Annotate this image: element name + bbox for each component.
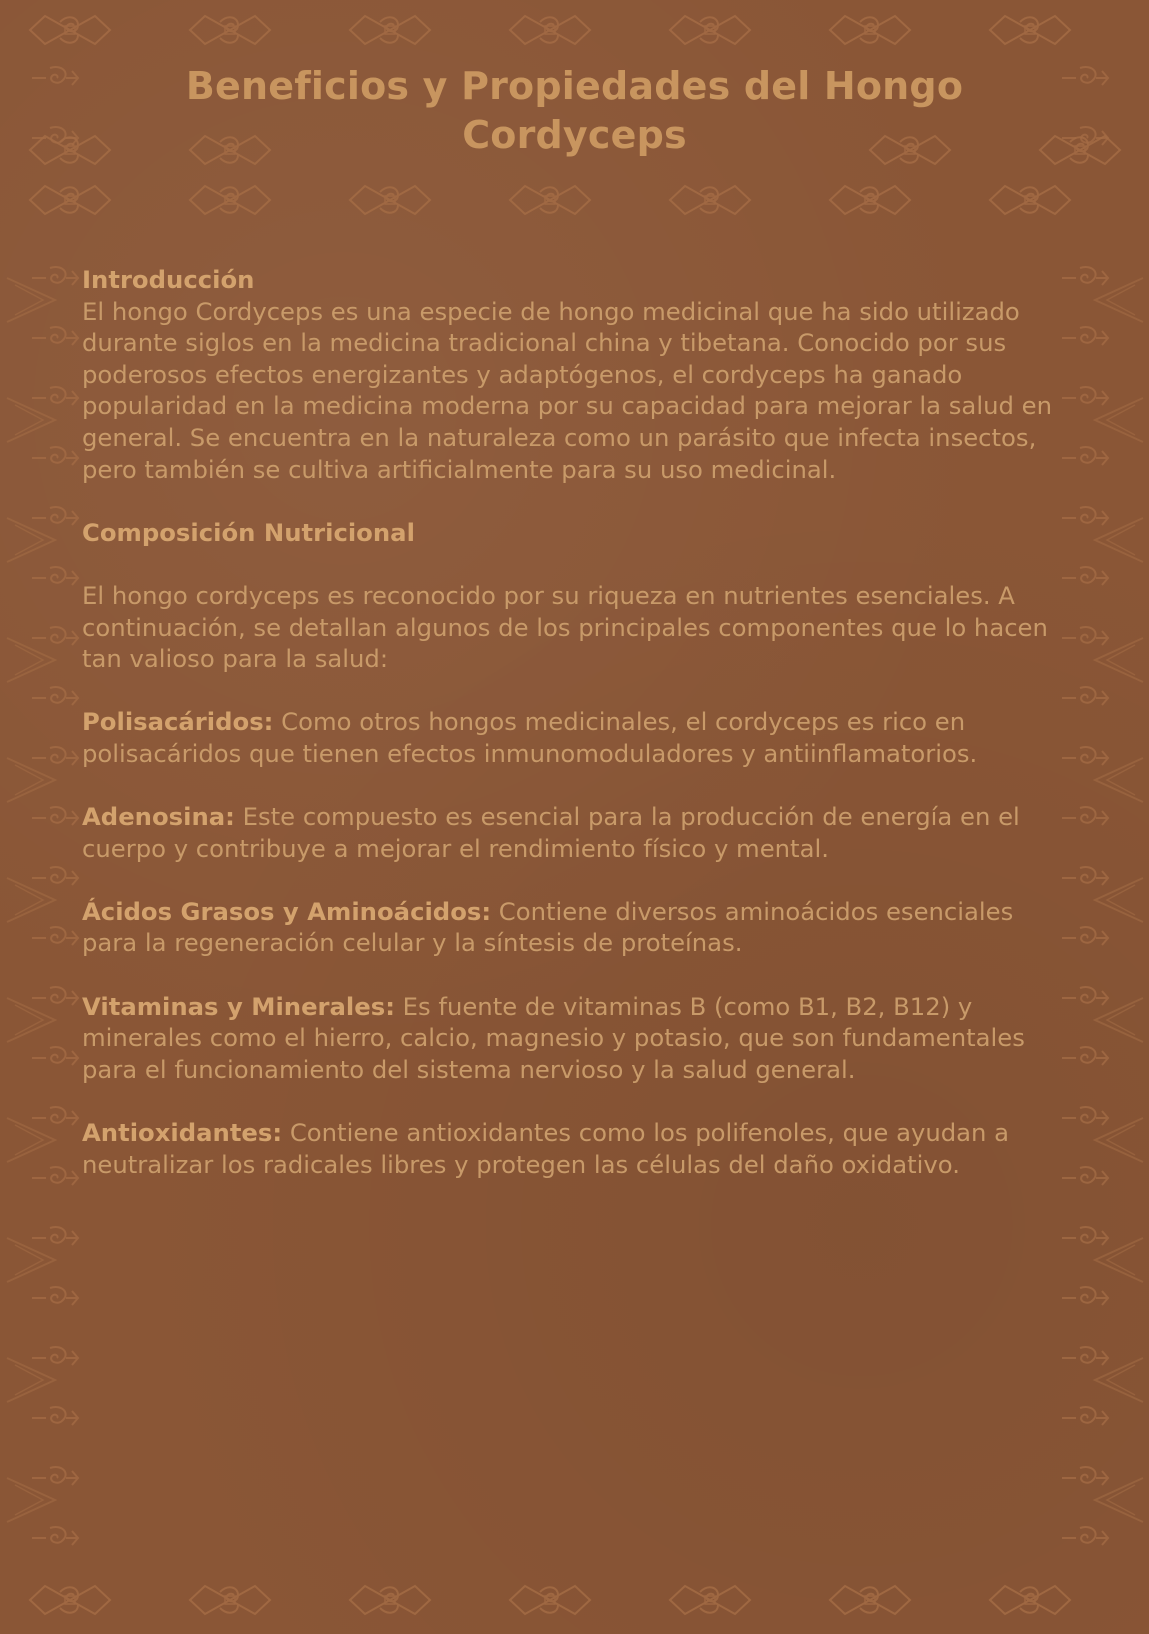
nutrient-term: Antioxidantes: [82, 1118, 283, 1148]
nutrient-item-adenosina [82, 801, 1056, 864]
document-title: Beneficios y Propiedades del Hongo Cordyceps [185, 64, 964, 157]
nutrient-description: Contiene diversos aminoácidos esenciales para la regeneración celular y la síntesis de proteínas. [82, 896, 1014, 958]
nutrient-term: Vitaminas y Minerales: [82, 991, 395, 1021]
nutrient-item-acidos-grasos-aminoacidos [82, 896, 1056, 959]
composition-intro-paragraph: El hongo cordyceps es reconocido por su riqueza en nutrientes esenciales. A continuación, se detallan algunos de los principales componentes que lo hacen tan valioso para la salud: [82, 580, 1048, 674]
nutrient-term: Adenosina: [82, 802, 235, 832]
section-heading-introduccion: Introducción [82, 265, 255, 294]
introduction-paragraph: El hongo Cordyceps es una especie de hongo medicinal que ha sido utilizado durante siglos en la medicina tradicional china y tibetana. Conocido por sus poderosos efectos energizantes y adaptógenos, el cordyceps ha ganado popularidad en la medicina moderna por su capacidad para mejorar la salud en general. Se encuentra en la naturaleza como un parásito que infecta insectos, pero también se cultiva artificialmente para su uso medicinal. [82, 296, 1052, 484]
nutrient-description: Contiene antioxidantes como los polifenoles, que ayudan a neutralizar los radicales libres y protegen las células del daño oxidativo. [82, 1118, 1010, 1179]
nutrient-description: Es fuente de vitaminas B (como B1, B2, B12) y minerales como el hierro, calcio, magnesio y potasio, que son fundamentales para el funcionamiento del sistema nervioso y la salud general. [82, 991, 1025, 1084]
nutrient-term: Polisacáridos: [82, 707, 274, 737]
nutrient-description: Este compuesto es esencial para la producción de energía en el cuerpo y contribuye a mejorar el rendimiento físico y mental. [82, 802, 1020, 863]
nutrient-item-vitaminas-minerales [82, 991, 1056, 1086]
nutrient-item-polisacaridos [82, 706, 1056, 769]
section-heading-composicion-nutricional: Composición Nutricional [82, 517, 415, 547]
document-body [82, 264, 1056, 1180]
nutrient-item-antioxidantes [82, 1117, 1056, 1180]
nutrient-description: Como otros hongos medicinales, el cordyceps es rico en polisacáridos que tienen efectos inmunomoduladores y antiinflamatorios. [82, 707, 978, 768]
nutrient-term: Ácidos Grasos y Aminoácidos: [82, 896, 492, 926]
